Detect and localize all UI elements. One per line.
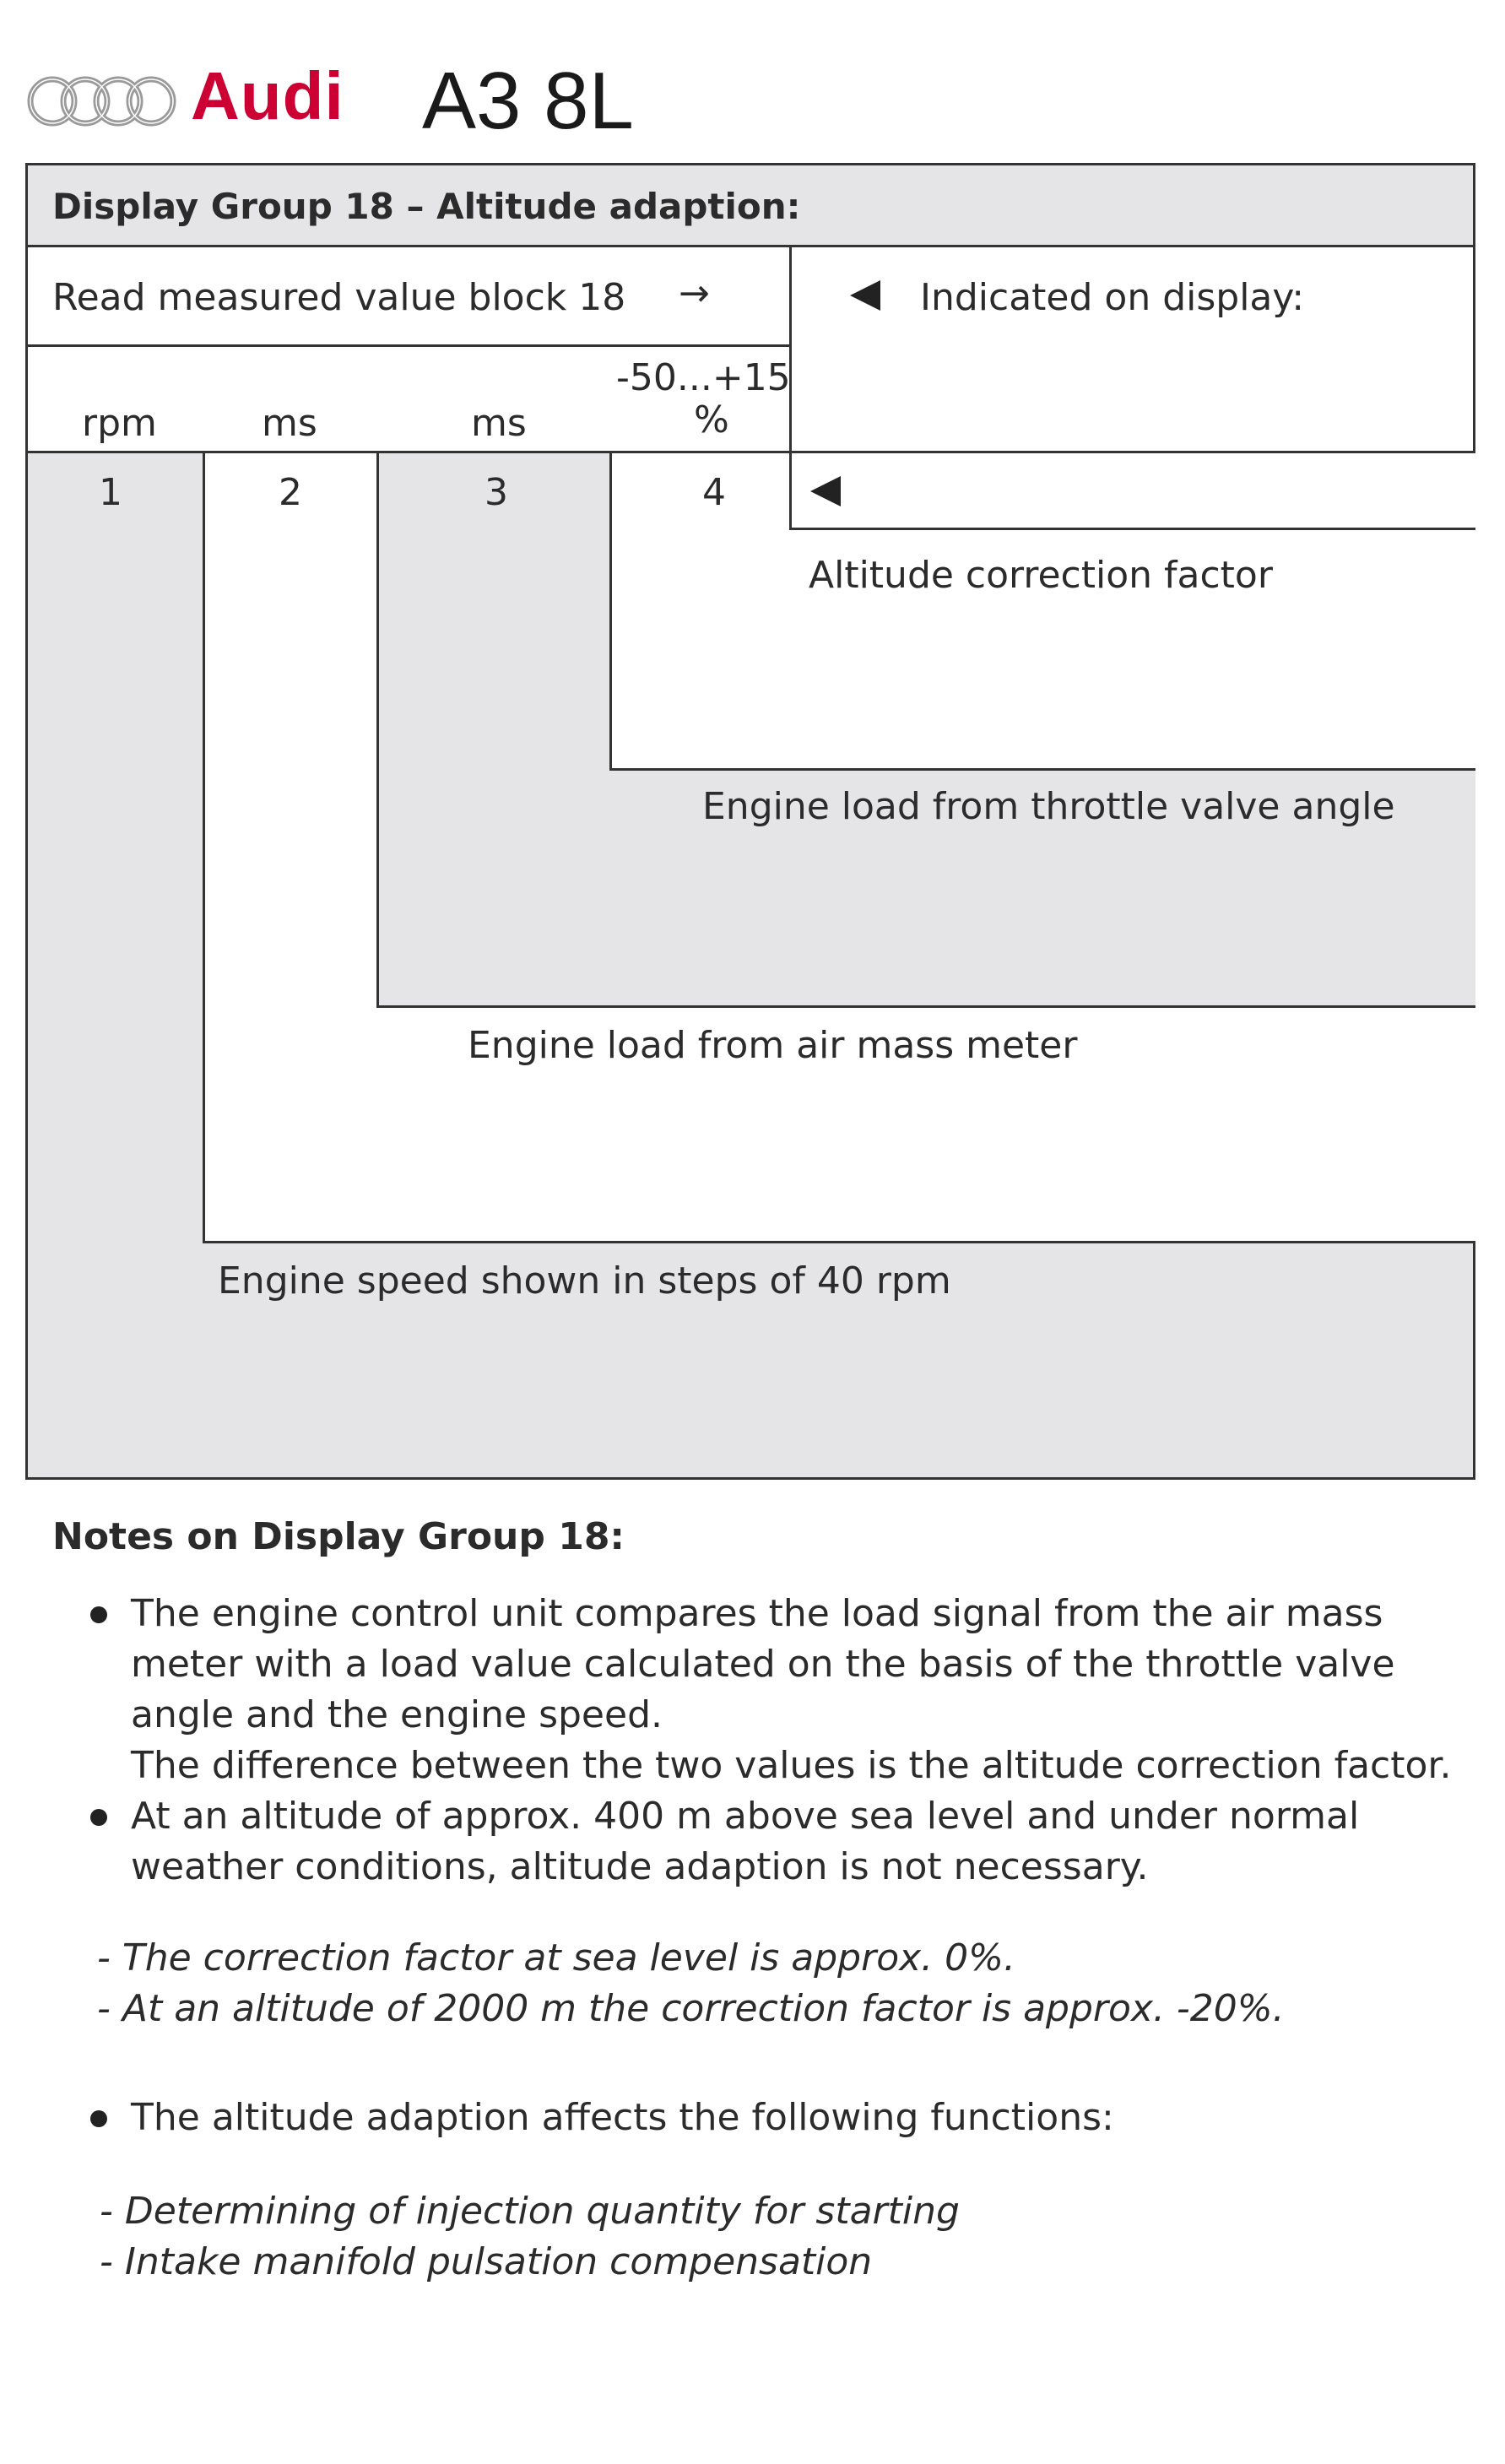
note-3: The altitude adaption affects the following functions: [131,2096,1114,2139]
model-name: A3 8L [422,56,634,146]
italic-line: - The correction factor at sea level is approx. 0%. [97,1936,1015,1979]
unit-field3: ms [471,402,527,445]
note-1 [131,1589,1505,1791]
triangle-left-icon [848,279,882,312]
label-field2: Engine load from air mass meter [468,1024,1078,1067]
triangle-left-icon [809,474,842,508]
label-field1: Engine speed shown in steps of 40 rpm [218,1259,951,1302]
field-number-3: 3 [485,471,508,514]
note-1-line: meter with a load value calculated on the basis of the throttle valve [131,1643,1395,1686]
field-number-1: 1 [99,471,122,514]
note-2-line: At an altitude of approx. 400 m above sea level and under normal [131,1795,1360,1838]
unit-field4-percent: % [694,398,729,441]
unit-field2: ms [262,402,317,445]
note-1-line: angle and the engine speed. [131,1693,663,1736]
bullet-dot [90,1809,107,1826]
label-field3: Engine load from throttle valve angle [702,785,1395,828]
note-2 [131,1791,1505,1893]
four-rings-icon [25,74,177,128]
field-number-2: 2 [279,471,302,514]
note-2-line: weather conditions, altitude adaption is not necessary. [131,1845,1149,1888]
pointer-cell [789,453,1475,530]
note-1-line: The difference between the two values is the altitude correction factor. [131,1744,1452,1787]
bullet-dot [90,1606,107,1623]
arrow-right-icon: → [679,272,710,315]
brand-wordmark: Audi [191,58,344,133]
notes-title: Notes on Display Group 18: [52,1515,625,1558]
note-1-line: The engine control unit compares the load signal from the air mass [131,1592,1383,1635]
italic-group-2 [100,2186,960,2288]
label-field4: Altitude correction factor [809,554,1273,597]
italic-group-1 [97,1933,1285,2034]
unit-field1: rpm [82,402,157,445]
read-block-label: Read measured value block 18 [52,276,626,319]
table-title: Display Group 18 – Altitude adaption: [52,186,801,227]
bullet-dot [90,2110,107,2127]
indicated-label: Indicated on display: [920,276,1305,319]
italic-line: - At an altitude of 2000 m the correction factor is approx. -20%. [97,1987,1285,2030]
italic-line: - Intake manifold pulsation compensation [100,2240,873,2283]
field-number-4: 4 [702,471,726,514]
italic-line: - Determining of injection quantity for starting [100,2190,960,2233]
unit-field4-range: -50...+15 [616,356,791,399]
